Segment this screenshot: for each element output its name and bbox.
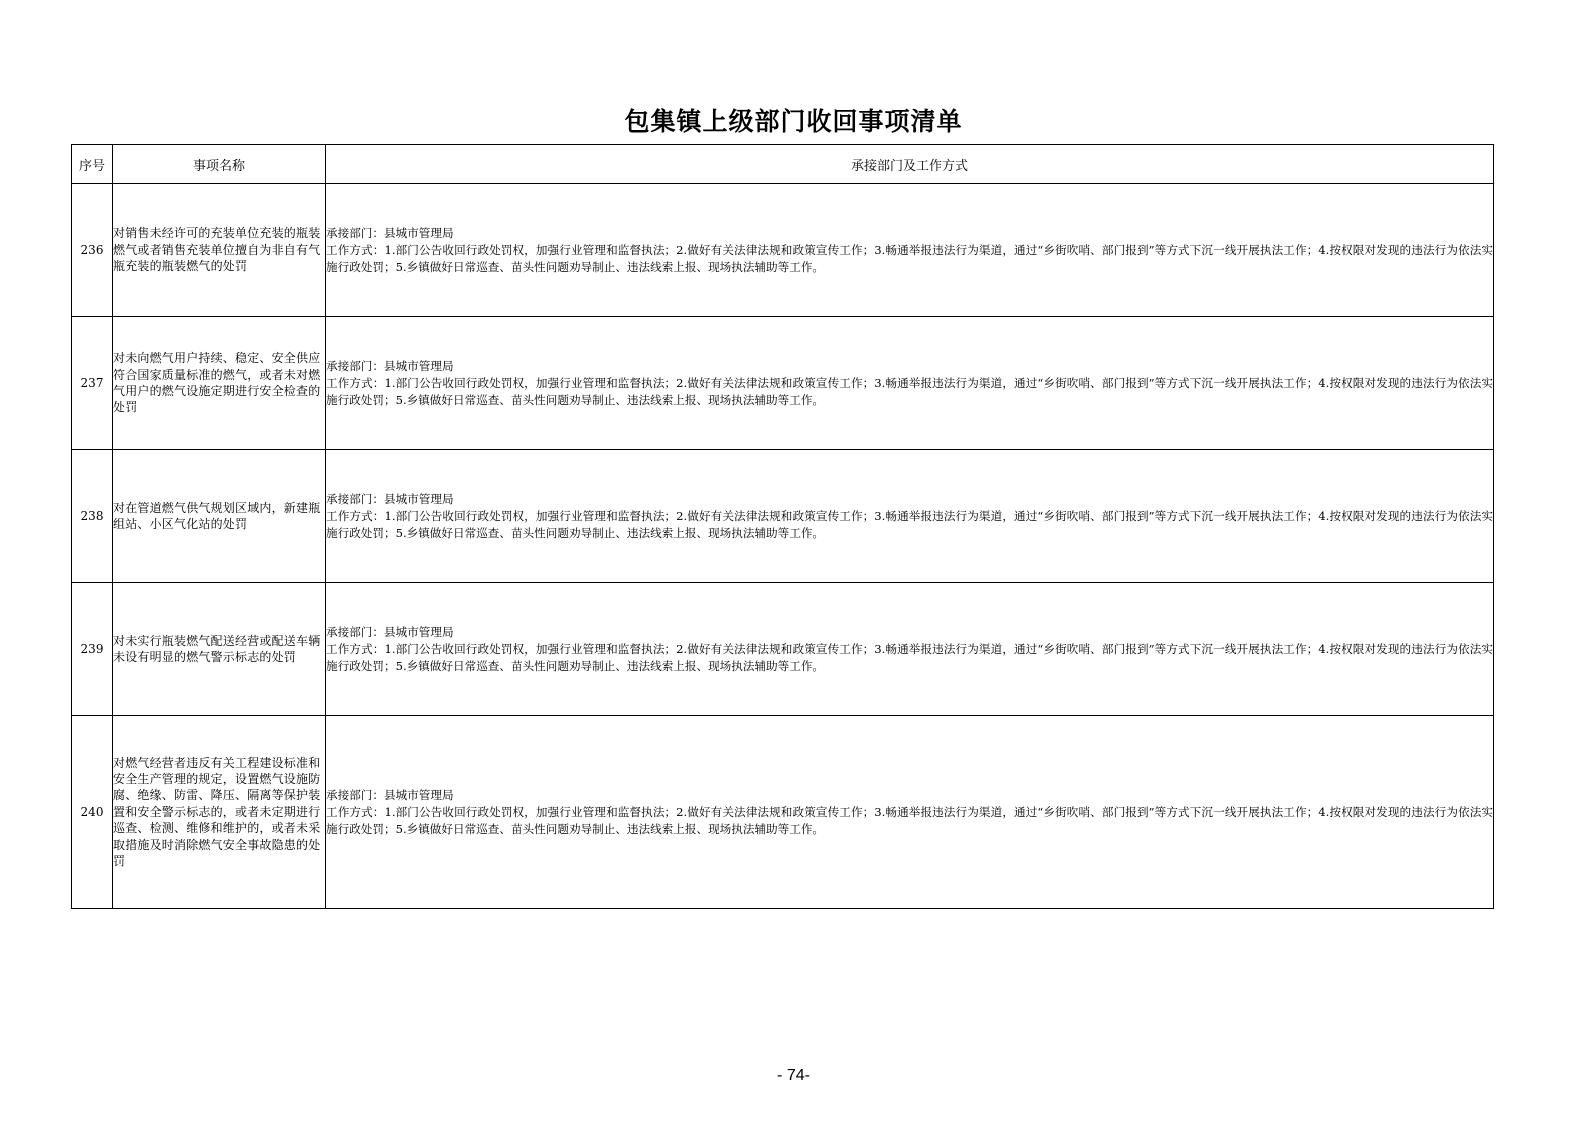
table-row	[72, 317, 1494, 450]
table-row	[72, 583, 1494, 716]
table-header-row	[72, 145, 1494, 184]
department-text: 承接部门：县城市管理局	[326, 491, 454, 506]
header-no: 序号	[72, 145, 113, 184]
item-name: 对未向燃气用户持续、稳定、安全供应符合国家质量标准的燃气，或者未对燃气用户的燃气设施定期进行安全检查的处罚	[113, 317, 326, 450]
page-number: - 74-	[777, 1067, 810, 1084]
item-name: 对未实行瓶装燃气配送经营或配送车辆未设有明显的燃气警示标志的处罚	[113, 583, 326, 716]
table-row	[72, 450, 1494, 583]
row-number: 238	[72, 450, 113, 583]
header-method: 承接部门及工作方式	[326, 145, 1494, 184]
row-number: 239	[72, 583, 113, 716]
method-cell	[326, 184, 1494, 317]
row-number: 236	[72, 184, 113, 317]
item-name: 对销售未经许可的充装单位充装的瓶装燃气或者销售充装单位擅自为非自有气瓶充装的瓶装燃气的处罚	[113, 184, 326, 317]
work-method-text: 工作方式：1.部门公告收回行政处罚权，加强行业管理和监督执法；2.做好有关法律法规和政策宣传工作；3.畅通举报违法行为渠道，通过“乡街吹哨、部门报到”等方式下沉一线开展执法工作；4.按权限对发现的违法行为依法实施行政处罚；5.乡镇做好日常巡查、苗头性问题劝导制止、违法线索上报、现场执法辅助等工作。	[326, 641, 1493, 673]
department-text: 承接部门：县城市管理局	[326, 787, 454, 802]
work-method-text: 工作方式：1.部门公告收回行政处罚权，加强行业管理和监督执法；2.做好有关法律法规和政策宣传工作；3.畅通举报违法行为渠道，通过“乡街吹哨、部门报到”等方式下沉一线开展执法工作；4.按权限对发现的违法行为依法实施行政处罚；5.乡镇做好日常巡查、苗头性问题劝导制止、违法线索上报、现场执法辅助等工作。	[326, 508, 1493, 540]
table-row	[72, 716, 1494, 909]
row-number: 237	[72, 317, 113, 450]
department-text: 承接部门：县城市管理局	[326, 225, 454, 240]
method-cell	[326, 450, 1494, 583]
work-method-text: 工作方式：1.部门公告收回行政处罚权，加强行业管理和监督执法；2.做好有关法律法规和政策宣传工作；3.畅通举报违法行为渠道，通过“乡街吹哨、部门报到”等方式下沉一线开展执法工作；4.按权限对发现的违法行为依法实施行政处罚；5.乡镇做好日常巡查、苗头性问题劝导制止、违法线索上报、现场执法辅助等工作。	[326, 242, 1493, 274]
method-cell	[326, 716, 1494, 909]
work-method-text: 工作方式：1.部门公告收回行政处罚权，加强行业管理和监督执法；2.做好有关法律法规和政策宣传工作；3.畅通举报违法行为渠道，通过“乡街吹哨、部门报到”等方式下沉一线开展执法工作；4.按权限对发现的违法行为依法实施行政处罚；5.乡镇做好日常巡查、苗头性问题劝导制止、违法线索上报、现场执法辅助等工作。	[326, 375, 1493, 407]
item-name: 对在管道燃气供气规划区域内，新建瓶组站、小区气化站的处罚	[113, 450, 326, 583]
work-method-text: 工作方式：1.部门公告收回行政处罚权，加强行业管理和监督执法；2.做好有关法律法规和政策宣传工作；3.畅通举报违法行为渠道，通过“乡街吹哨、部门报到”等方式下沉一线开展执法工作；4.按权限对发现的违法行为依法实施行政处罚；5.乡镇做好日常巡查、苗头性问题劝导制止、违法线索上报、现场执法辅助等工作。	[326, 804, 1493, 836]
header-name: 事项名称	[113, 145, 326, 184]
row-number: 240	[72, 716, 113, 909]
method-cell	[326, 583, 1494, 716]
items-table	[71, 144, 1494, 909]
department-text: 承接部门：县城市管理局	[326, 624, 454, 639]
table-row	[72, 184, 1494, 317]
item-name: 对燃气经营者违反有关工程建设标准和安全生产管理的规定，设置燃气设施防腐、绝缘、防雷、降压、隔离等保护装置和安全警示标志的，或者未定期进行巡查、检测、维修和维护的，或者未采取措施及时消除燃气安全事故隐患的处罚	[113, 716, 326, 909]
page-title: 包集镇上级部门收回事项清单	[624, 107, 963, 136]
method-cell	[326, 317, 1494, 450]
department-text: 承接部门：县城市管理局	[326, 358, 454, 373]
